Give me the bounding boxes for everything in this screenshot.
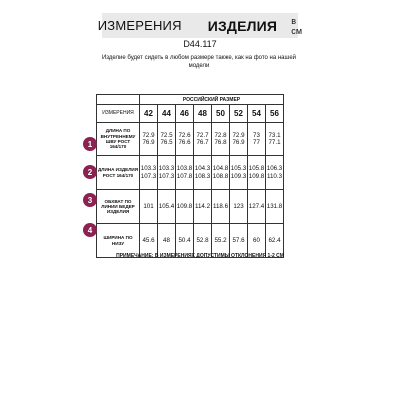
row-label: ШИРИНА ПО НИЗУ bbox=[97, 224, 140, 258]
article-code: D44.117 bbox=[183, 39, 217, 49]
value-b: 76.8 bbox=[214, 139, 227, 146]
value-cell bbox=[194, 156, 212, 190]
value-b: 107.3 bbox=[158, 172, 175, 180]
title-part-1: ИЗМЕРЕНИЯ bbox=[97, 18, 182, 33]
value-cell bbox=[176, 123, 194, 156]
value-cell: 60 bbox=[248, 224, 266, 258]
value-cell bbox=[266, 123, 284, 156]
value-b: 76.6 bbox=[178, 139, 191, 146]
row-number-badge: 2 bbox=[83, 165, 97, 179]
value-a: 106.3 bbox=[266, 165, 283, 172]
value-a: 72.6 bbox=[178, 131, 191, 139]
title-part-2: ИЗДЕЛИЯ bbox=[207, 17, 278, 34]
value-b: 76.5 bbox=[160, 139, 173, 146]
value-cell: 45.6 bbox=[140, 224, 158, 258]
value-a: 104.3 bbox=[194, 165, 211, 172]
value-a: 105.8 bbox=[248, 165, 265, 172]
value-b: 108.3 bbox=[194, 172, 211, 180]
row-number-badge: 3 bbox=[83, 193, 97, 207]
value-cell: 48 bbox=[158, 224, 176, 258]
value-b: 76.9 bbox=[142, 139, 155, 146]
value-cell bbox=[248, 156, 266, 190]
value-cell: 131.8 bbox=[266, 190, 284, 224]
value-cell bbox=[230, 156, 248, 190]
value-cell: 57.6 bbox=[230, 224, 248, 258]
size-cell: 56 bbox=[266, 105, 284, 123]
size-cell: 52 bbox=[230, 105, 248, 123]
unit-label: в см bbox=[291, 15, 303, 36]
value-cell: 55.2 bbox=[212, 224, 230, 258]
value-cell: 62.4 bbox=[266, 224, 284, 258]
value-b: 77 bbox=[253, 139, 260, 146]
table-row bbox=[97, 123, 284, 156]
value-cell: 50.4 bbox=[176, 224, 194, 258]
value-a: 73 bbox=[253, 131, 260, 139]
title-banner bbox=[97, 13, 303, 38]
row-label: ДЛИНА ИЗДЕЛИЯ РОСТ 164/170 bbox=[97, 156, 140, 190]
value-cell bbox=[140, 123, 158, 156]
row-label: ДЛИНА ПО ВНУТРЕННЕМУ ШВУ РОСТ 164/170 bbox=[97, 123, 140, 156]
value-b: 77.1 bbox=[268, 139, 281, 146]
value-b: 76.7 bbox=[196, 139, 209, 146]
size-header-row bbox=[97, 95, 284, 105]
size-system-header: РОССИЙСКИЙ РАЗМЕР bbox=[140, 95, 284, 105]
value-cell bbox=[212, 156, 230, 190]
value-a: 72.9 bbox=[232, 131, 245, 139]
value-cell bbox=[230, 123, 248, 156]
table-row bbox=[97, 190, 284, 224]
table-row bbox=[97, 156, 284, 190]
measurements-header: ИЗМЕРЕНИЯ bbox=[97, 105, 140, 123]
sizes-row bbox=[97, 105, 284, 123]
row-number-badge: 1 bbox=[83, 137, 97, 151]
value-cell: 127.4 bbox=[248, 190, 266, 224]
value-cell: 52.8 bbox=[194, 224, 212, 258]
value-cell: 101 bbox=[140, 190, 158, 224]
value-b: 107.3 bbox=[140, 172, 157, 180]
value-cell bbox=[248, 123, 266, 156]
size-cell: 44 bbox=[158, 105, 176, 123]
value-b: 110.3 bbox=[266, 172, 283, 180]
value-cell: 123 bbox=[230, 190, 248, 224]
value-cell: 105.4 bbox=[158, 190, 176, 224]
value-b: 109.3 bbox=[230, 172, 247, 180]
value-a: 72.7 bbox=[196, 131, 209, 139]
value-a: 103.3 bbox=[140, 165, 157, 172]
size-table bbox=[96, 94, 284, 258]
value-a: 72.8 bbox=[214, 131, 227, 139]
value-cell bbox=[266, 156, 284, 190]
value-cell bbox=[158, 123, 176, 156]
fit-description: Изделие будет сидеть в любом размере также, как на фото на нашей модели bbox=[101, 55, 297, 69]
value-b: 108.8 bbox=[212, 172, 229, 180]
value-cell bbox=[176, 156, 194, 190]
size-cell: 54 bbox=[248, 105, 266, 123]
size-cell: 48 bbox=[194, 105, 212, 123]
value-cell: 109.8 bbox=[176, 190, 194, 224]
empty-header-cell bbox=[97, 95, 140, 105]
value-a: 104.8 bbox=[212, 165, 229, 172]
value-a: 72.5 bbox=[160, 131, 173, 139]
row-number-badge: 4 bbox=[83, 223, 97, 237]
value-a: 73.1 bbox=[268, 131, 281, 139]
value-a: 72.9 bbox=[142, 131, 155, 139]
measurement-note: ПРИМЕЧАНИЕ: В ИЗМЕРЕНИЯХ ДОПУСТИМЫ ОТКЛОНЕНИЯ 1-2 СМ bbox=[116, 253, 284, 259]
size-cell: 42 bbox=[140, 105, 158, 123]
value-cell bbox=[140, 156, 158, 190]
row-label: ОБХВАТ ПО ЛИНИИ БЕДЕР ИЗДЕЛИЯ bbox=[97, 190, 140, 224]
value-b: 76.9 bbox=[232, 139, 245, 146]
value-cell bbox=[158, 156, 176, 190]
value-cell: 118.6 bbox=[212, 190, 230, 224]
value-b: 107.8 bbox=[176, 172, 193, 180]
value-cell: 114.2 bbox=[194, 190, 212, 224]
value-b: 109.8 bbox=[248, 172, 265, 180]
value-a: 103.8 bbox=[176, 165, 193, 172]
size-cell: 46 bbox=[176, 105, 194, 123]
value-cell bbox=[194, 123, 212, 156]
size-cell: 50 bbox=[212, 105, 230, 123]
value-a: 105.3 bbox=[230, 165, 247, 172]
value-a: 103.3 bbox=[158, 165, 175, 172]
value-cell bbox=[212, 123, 230, 156]
